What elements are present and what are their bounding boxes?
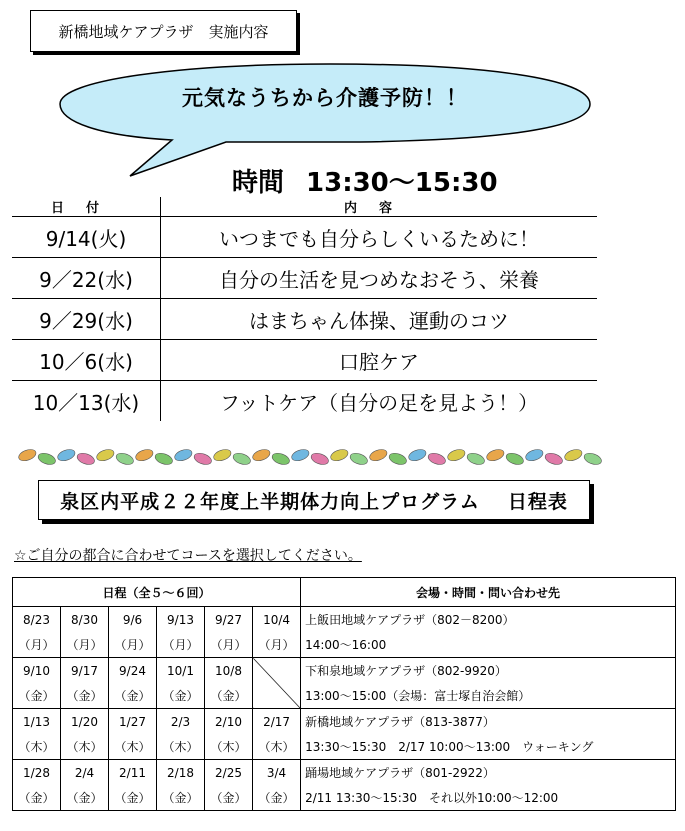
leaf-ornament xyxy=(388,451,408,467)
leaf-ornament xyxy=(193,451,213,467)
leaf-ornament xyxy=(446,447,466,463)
venue-name: 下和泉地域ケアプラザ（802-9920） xyxy=(301,658,676,684)
empty-slot xyxy=(253,658,301,709)
schedule-content: はまちゃん体操、運動のコツ xyxy=(161,299,598,340)
session-date: 8/30 xyxy=(61,607,109,633)
leaf-ornament xyxy=(95,447,115,463)
grid-row-dates xyxy=(13,607,676,633)
grid-row-days xyxy=(13,632,676,658)
bubble-text: 元気なうちから介護予防！！ xyxy=(182,86,468,110)
session-date: 1/20 xyxy=(61,709,109,735)
session-weekday: （金） xyxy=(61,683,109,709)
grid-row-dates xyxy=(13,760,676,786)
grid-row-dates xyxy=(13,709,676,735)
session-date: 1/28 xyxy=(13,760,61,786)
venue-hours: 2/11 13:30〜15:30 それ以外10:00〜12:00 xyxy=(301,785,676,811)
venue-hours: 13:30〜15:30 2/17 10:00〜13:00 ウォーキング xyxy=(301,734,676,760)
schedule-table xyxy=(12,197,597,421)
leaf-ornament xyxy=(524,447,544,463)
session-weekday: （木） xyxy=(13,734,61,760)
leaf-ornament xyxy=(544,451,564,467)
session-weekday: （金） xyxy=(157,683,205,709)
session-date: 2/17 xyxy=(253,709,301,735)
session-date: 9/17 xyxy=(61,658,109,684)
leaf-ornament xyxy=(329,447,349,463)
leaf-ornament xyxy=(212,447,232,463)
session-weekday: （月） xyxy=(109,632,157,658)
col-date-header: 日付 xyxy=(12,197,161,217)
session-date: 1/13 xyxy=(13,709,61,735)
schedule-date: 9／29(水) xyxy=(12,299,161,340)
leaf-ornament xyxy=(76,451,96,467)
course-note: ☆ご自分の都合に合わせてコースを選択してください。 xyxy=(14,548,362,564)
time-line xyxy=(232,162,498,199)
session-weekday: （金） xyxy=(205,785,253,811)
session-date: 9/24 xyxy=(109,658,157,684)
program-title-suffix: 日程表 xyxy=(507,490,568,513)
grid-row-dates xyxy=(13,658,676,684)
header-label: 新橋地域ケアプラザ 実施内容 xyxy=(58,22,269,41)
schedule-date: 10／13(水) xyxy=(12,381,161,422)
session-weekday: （木） xyxy=(109,734,157,760)
leaf-ornament xyxy=(232,451,252,467)
session-weekday: （月） xyxy=(253,632,301,658)
session-weekday: （金） xyxy=(157,785,205,811)
leaf-ornament xyxy=(407,447,427,463)
venue-name: 踊場地域ケアプラザ（801-2922） xyxy=(301,760,676,786)
schedule-content: 口腔ケア xyxy=(161,340,598,381)
leaf-ornament xyxy=(37,451,57,467)
grid-head-venue: 会場・時間・問い合わせ先 xyxy=(301,578,676,607)
grid-row-days xyxy=(13,785,676,811)
grid-head-dates: 日程（全５〜６回） xyxy=(13,578,301,607)
venue-name: 新橋地域ケアプラザ（813-3877） xyxy=(301,709,676,735)
session-date: 10/4 xyxy=(253,607,301,633)
session-date: 9/13 xyxy=(157,607,205,633)
program-title: 泉区内平成２２年度上半期体力向上プログラム xyxy=(60,490,480,513)
session-weekday: （月） xyxy=(157,632,205,658)
session-date: 2/18 xyxy=(157,760,205,786)
leaf-garland-divider xyxy=(18,447,613,467)
session-date: 2/11 xyxy=(109,760,157,786)
schedule-content: いつまでも自分らしくいるために！ xyxy=(161,217,598,258)
leaf-ornament xyxy=(310,451,330,467)
session-date: 9/10 xyxy=(13,658,61,684)
session-weekday: （木） xyxy=(157,734,205,760)
leaf-ornament xyxy=(56,447,76,463)
leaf-ornament xyxy=(563,447,583,463)
venue-name: 上飯田地域ケアプラザ（802－8200） xyxy=(301,607,676,633)
leaf-ornament xyxy=(271,451,291,467)
leaf-ornament xyxy=(583,451,603,467)
leaf-ornament xyxy=(18,447,37,463)
leaf-ornament xyxy=(349,451,369,467)
leaf-ornament xyxy=(427,451,447,467)
session-weekday: （金） xyxy=(253,785,301,811)
session-weekday: （金） xyxy=(109,785,157,811)
session-weekday: （金） xyxy=(205,683,253,709)
leaf-ornament xyxy=(173,447,193,463)
schedule-content: 自分の生活を見つめなおそう、栄養 xyxy=(161,258,598,299)
session-date: 10/8 xyxy=(205,658,253,684)
session-date: 1/27 xyxy=(109,709,157,735)
session-date: 3/4 xyxy=(253,760,301,786)
session-weekday: （金） xyxy=(13,785,61,811)
leaf-ornament xyxy=(466,451,486,467)
grid-row-days xyxy=(13,734,676,760)
session-date: 2/10 xyxy=(205,709,253,735)
leaf-ornament xyxy=(115,451,135,467)
table-row xyxy=(12,258,597,299)
session-weekday: （金） xyxy=(13,683,61,709)
leaf-ornament xyxy=(134,447,154,463)
table-row xyxy=(12,217,597,258)
grid-header-row xyxy=(13,578,676,607)
table-row xyxy=(12,381,597,422)
leaf-ornament xyxy=(290,447,310,463)
session-weekday: （月） xyxy=(13,632,61,658)
venue-hours: 13:00〜15:00（会場：富士塚自治会館） xyxy=(301,683,676,709)
session-weekday: （木） xyxy=(61,734,109,760)
schedule-date: 9/14(火) xyxy=(12,217,161,258)
schedule-header-row xyxy=(12,197,597,217)
schedule-date: 9／22(水) xyxy=(12,258,161,299)
session-weekday: （月） xyxy=(205,632,253,658)
table-row xyxy=(12,340,597,381)
session-date: 10/1 xyxy=(157,658,205,684)
session-weekday: （木） xyxy=(205,734,253,760)
time-value: 13:30〜15:30 xyxy=(306,168,498,198)
session-weekday: （月） xyxy=(61,632,109,658)
schedule-content: フットケア（自分の足を見よう！） xyxy=(219,390,539,415)
session-date: 9/6 xyxy=(109,607,157,633)
leaf-ornament xyxy=(485,447,505,463)
schedule-date: 10／6(水) xyxy=(12,340,161,381)
leaf-ornament xyxy=(251,447,271,463)
venue-hours: 14:00〜16:00 xyxy=(301,632,676,658)
session-weekday: （木） xyxy=(253,734,301,760)
session-date: 8/23 xyxy=(13,607,61,633)
leaf-ornament xyxy=(154,451,174,467)
session-weekday: （金） xyxy=(109,683,157,709)
leaf-ornament xyxy=(505,451,525,467)
leaf-ornament xyxy=(368,447,388,463)
session-date: 2/4 xyxy=(61,760,109,786)
col-content-header: 内容 xyxy=(161,197,598,217)
table-row xyxy=(12,299,597,340)
grid-row-days xyxy=(13,683,676,709)
session-date: 9/27 xyxy=(205,607,253,633)
session-date: 2/25 xyxy=(205,760,253,786)
program-title-box xyxy=(38,480,590,520)
time-label: 時間 xyxy=(232,168,285,198)
session-date: 2/3 xyxy=(157,709,205,735)
program-schedule-grid xyxy=(12,577,676,811)
session-weekday: （金） xyxy=(61,785,109,811)
